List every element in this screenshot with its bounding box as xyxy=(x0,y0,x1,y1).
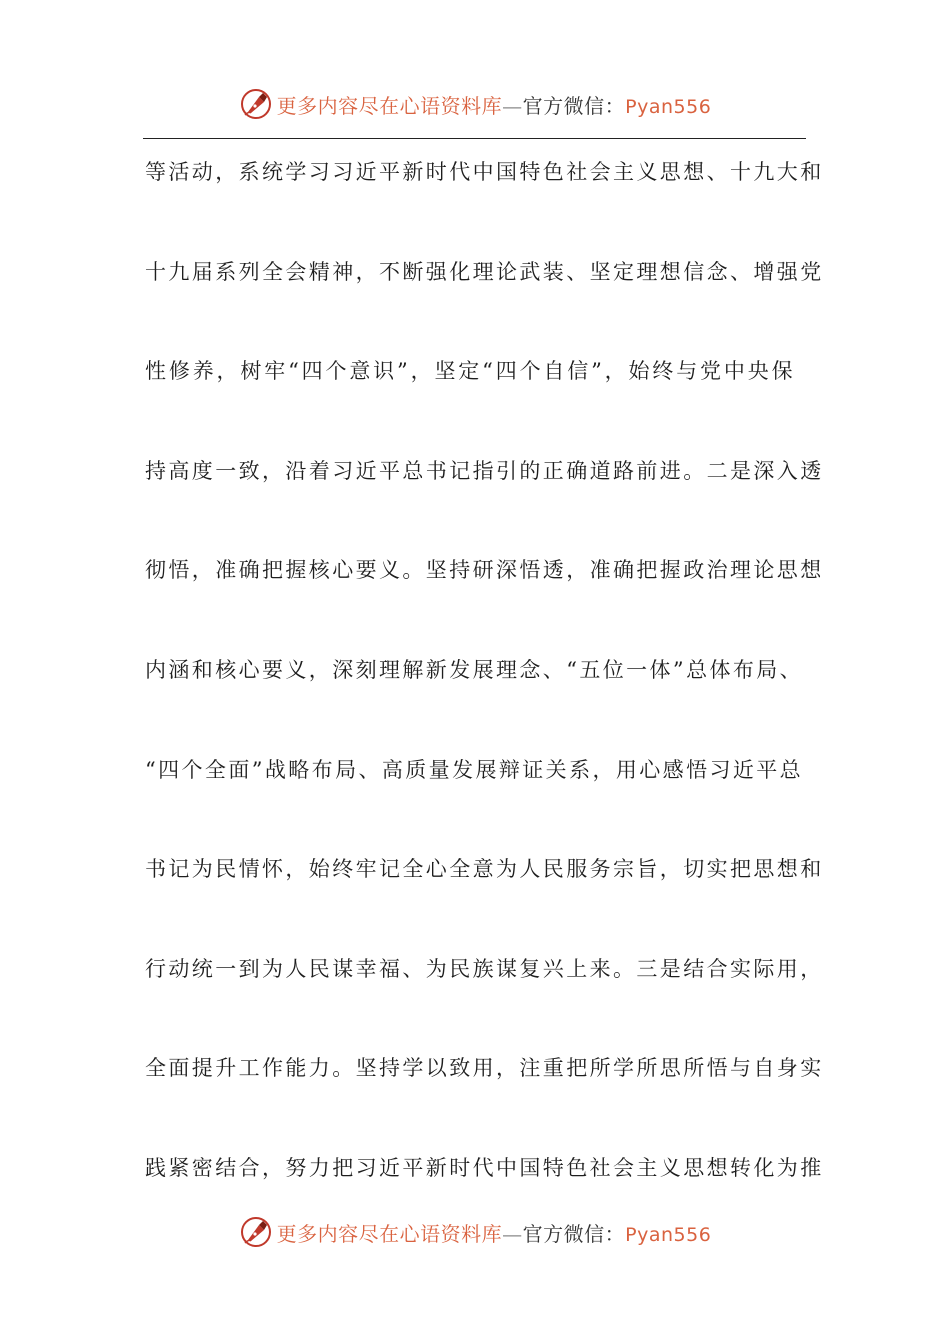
body-line: 践紧密结合，努力把习近平新时代中国特色社会主义思想转化为推 xyxy=(145,1155,824,1180)
body-line: 十九届系列全会精神，不断强化理论武装、坚定理想信念、增强党 xyxy=(145,259,824,284)
banner-dash: — xyxy=(502,1221,523,1246)
banner-wechat-label: 官方微信： xyxy=(522,1221,626,1246)
body-line: 彻悟，准确把握核心要义。坚持研深悟透，准确把握政治理论思想 xyxy=(145,558,824,583)
pen-nib-logo-icon xyxy=(239,1215,273,1249)
body-line: 内涵和核心要义，深刻理解新发展理念、“五位一体”总体布局、 xyxy=(145,657,804,682)
banner-dash: — xyxy=(502,93,523,118)
banner-main-text: 更多内容尽在心语资料库 xyxy=(276,93,503,118)
banner-text xyxy=(277,90,712,119)
pen-nib-logo-icon xyxy=(239,87,273,121)
header-divider xyxy=(143,138,806,139)
banner-wechat-id: Pyan556 xyxy=(625,1223,712,1246)
banner-wechat-label: 官方微信： xyxy=(522,93,626,118)
body-line: 持高度一致，沿着习近平总书记指引的正确道路前进。二是深入透 xyxy=(145,458,824,483)
footer-banner xyxy=(0,1210,950,1254)
document-body xyxy=(145,150,824,1246)
body-line: 书记为民情怀，始终牢记全心全意为人民服务宗旨，切实把思想和 xyxy=(145,857,824,882)
body-line: “四个全面”战略布局、高质量发展辩证关系，用心感悟习近平总 xyxy=(145,757,804,782)
body-line: 行动统一到为人民谋幸福、为民族谋复兴上来。三是结合实际用， xyxy=(145,956,824,981)
banner-wechat-id: Pyan556 xyxy=(625,95,712,118)
body-line: 全面提升工作能力。坚持学以致用，注重把所学所思所悟与自身实 xyxy=(145,1056,824,1081)
body-line: 等活动，系统学习习近平新时代中国特色社会主义思想、十九大和 xyxy=(145,160,824,184)
banner-text xyxy=(277,1218,712,1247)
body-line: 性修养，树牢“四个意识”，坚定“四个自信”，始终与党中央保 xyxy=(145,359,795,384)
header-banner xyxy=(0,82,950,126)
banner-main-text: 更多内容尽在心语资料库 xyxy=(276,1221,503,1246)
